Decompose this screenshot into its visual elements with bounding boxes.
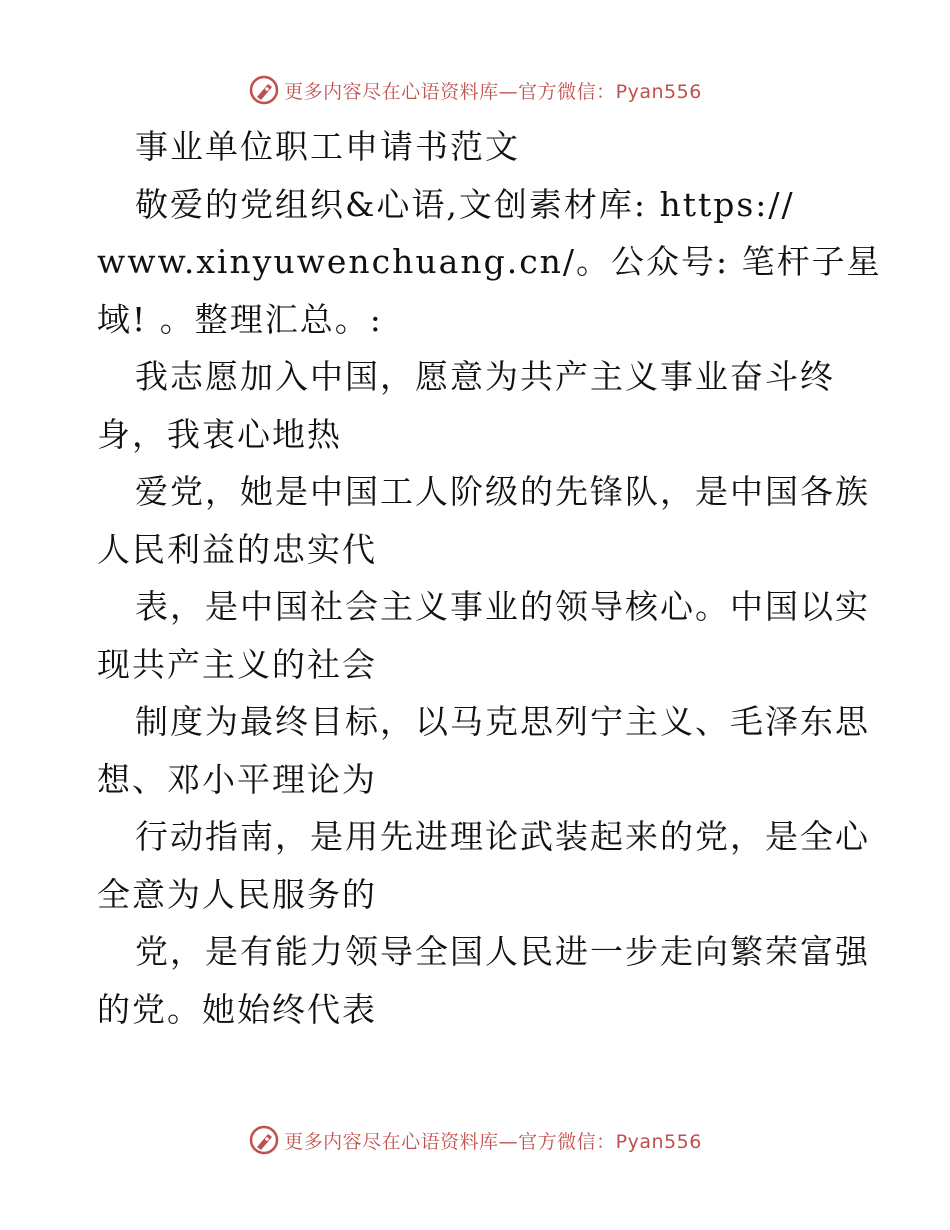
text-line: 想、邓小平理论为: [97, 759, 377, 799]
text-line: 的党。她始终代表: [97, 989, 377, 1029]
text-line: 党，是有能力领导全国人民进一步走向繁荣富强: [135, 932, 870, 971]
text-line: 全意为人民服务的: [97, 874, 377, 914]
text-line: 敬爱的党组织&心语,文创素材库: https://: [135, 184, 795, 224]
text-line: 表，是中国社会主义事业的领导核心。中国以实: [135, 587, 870, 626]
text-line: 身，我衷心地热: [97, 414, 342, 454]
text-line: 行动指南，是用先进理论武装起来的党，是全心: [135, 817, 870, 856]
text-line: 人民利益的忠实代: [97, 529, 377, 569]
document-body: [97, 118, 882, 1038]
footer-banner: [0, 1120, 950, 1160]
text-line: 爱党，她是中国工人阶级的先锋队，是中国各族: [135, 472, 870, 511]
document-title: 事业单位职工申请书范文: [135, 127, 520, 166]
text-line: www.xinyuwenchuang.cn/。公众号: 笔杆子星: [97, 242, 882, 281]
text-line: 域! 。整理汇总。:: [97, 299, 383, 339]
pen-nib-logo-icon: [248, 1124, 280, 1156]
pen-nib-logo-icon: [248, 74, 280, 106]
footer-banner-text: 更多内容尽在心语资料库—官方微信：Pyan556: [284, 1130, 702, 1153]
text-line: 我志愿加入中国，愿意为共产主义事业奋斗终: [135, 357, 835, 396]
header-banner: [0, 70, 950, 110]
text-line: 制度为最终目标，以马克思列宁主义、毛泽东思: [135, 702, 870, 741]
text-line: 现共产主义的社会: [97, 644, 377, 684]
header-banner-text: 更多内容尽在心语资料库—官方微信：Pyan556: [284, 80, 702, 103]
